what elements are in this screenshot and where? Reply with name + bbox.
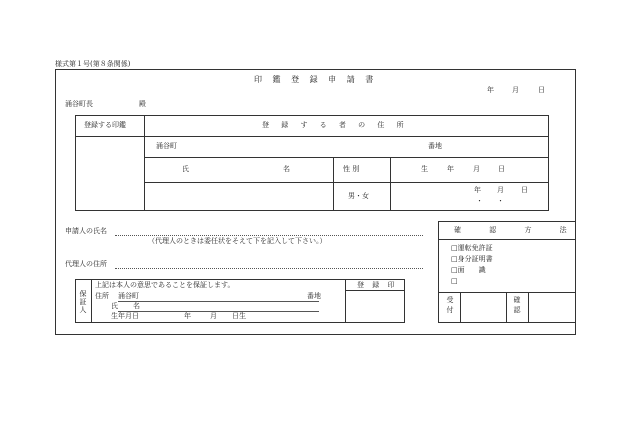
guarantor-birth-month-label: 月 xyxy=(210,312,217,320)
confirmation-option-license[interactable]: □運転免許証 xyxy=(451,244,493,252)
birth-month-label: 月 xyxy=(473,165,480,173)
confirmation-option-other[interactable]: □ xyxy=(451,277,458,285)
proxy-address-line[interactable] xyxy=(115,268,423,269)
addressee-name: 涌谷町長 xyxy=(65,100,93,108)
sex-label: 性 別 xyxy=(343,165,360,173)
sex-options: 男・女 xyxy=(348,192,369,200)
confirmation-option-id-card[interactable]: □身分証明書 xyxy=(451,255,493,263)
addressee-honorific: 殿 xyxy=(139,100,146,108)
received-label: 受付 xyxy=(446,296,454,316)
registered-seal-divider xyxy=(345,279,346,323)
address-house-number-label: 番地 xyxy=(428,142,442,150)
confirmed-label: 確認 xyxy=(513,296,521,316)
guarantor-address-line[interactable] xyxy=(118,301,319,302)
received-cell-divider xyxy=(506,292,507,323)
name-label-second: 名 xyxy=(283,165,290,173)
birth-year-label-2: 年 xyxy=(474,186,481,194)
date-year-label: 年 xyxy=(487,86,494,94)
confirmation-header: 確 認 方 法 xyxy=(454,226,580,234)
registrant-address-header: 登 録 す る 者 の 住 所 xyxy=(262,121,409,129)
guarantor-statement: 上記は本人の意思であることを保証します。 xyxy=(95,281,235,289)
birth-year-label: 年 xyxy=(447,165,454,173)
name-row-divider xyxy=(144,182,549,183)
form-title: 印 鑑 登 録 申 請 書 xyxy=(254,75,378,84)
registered-seal-header: 登 録 印 xyxy=(357,281,398,289)
seal-header: 登録する印鑑 xyxy=(84,121,126,129)
date-day-label: 日 xyxy=(538,86,545,94)
guarantor-name-label-first: 氏 xyxy=(111,302,118,310)
guarantor-side-label: 保証人 xyxy=(79,290,87,314)
birth-month-label-2: 月 xyxy=(497,186,504,194)
received-divider xyxy=(460,292,461,323)
guarantor-side-divider xyxy=(91,279,92,323)
guarantor-name-label-second: 名 xyxy=(133,302,140,310)
proxy-address-label: 代理人の住所 xyxy=(65,260,107,268)
applicant-name-line[interactable] xyxy=(115,235,423,236)
name-sex-divider xyxy=(333,157,334,211)
guarantor-birth-suffix: 日生 xyxy=(232,312,246,320)
confirmation-option-acquaintance[interactable]: □面 識 xyxy=(451,266,486,274)
name-label-first: 氏 xyxy=(182,165,189,173)
confirmation-header-line xyxy=(438,239,576,240)
seal-column-divider xyxy=(144,115,145,211)
header-row-divider xyxy=(75,136,549,137)
guarantor-house-number-label: 番地 xyxy=(307,292,321,300)
birth-day-label-2: 日 xyxy=(521,186,528,194)
confirmed-divider xyxy=(528,292,529,323)
guarantor-birth-label: 生年月日 xyxy=(111,312,139,320)
address-row-divider xyxy=(144,157,549,158)
proxy-note: （代理人のときは委任状をそえて下を記入して下さい。） xyxy=(148,237,327,245)
birth-day-label: 日 xyxy=(498,165,505,173)
form-number: 様式第１号(第８条関係) xyxy=(55,60,131,68)
address-town-name: 涌谷町 xyxy=(156,142,177,150)
birth-era-label: 生 xyxy=(421,165,428,173)
birth-date-dots: ・ ・ xyxy=(476,197,504,205)
sex-birth-divider xyxy=(390,157,391,211)
guarantor-address-label: 住所 xyxy=(95,292,109,300)
guarantor-town-name: 涌谷町 xyxy=(118,292,139,300)
registered-seal-header-line xyxy=(345,290,405,291)
date-month-label: 月 xyxy=(512,86,519,94)
applicant-name-label: 申請人の氏名 xyxy=(65,227,107,235)
guarantor-name-line[interactable] xyxy=(118,311,319,312)
confirmation-options-line xyxy=(438,292,576,293)
guarantor-birth-year-label: 年 xyxy=(184,312,191,320)
